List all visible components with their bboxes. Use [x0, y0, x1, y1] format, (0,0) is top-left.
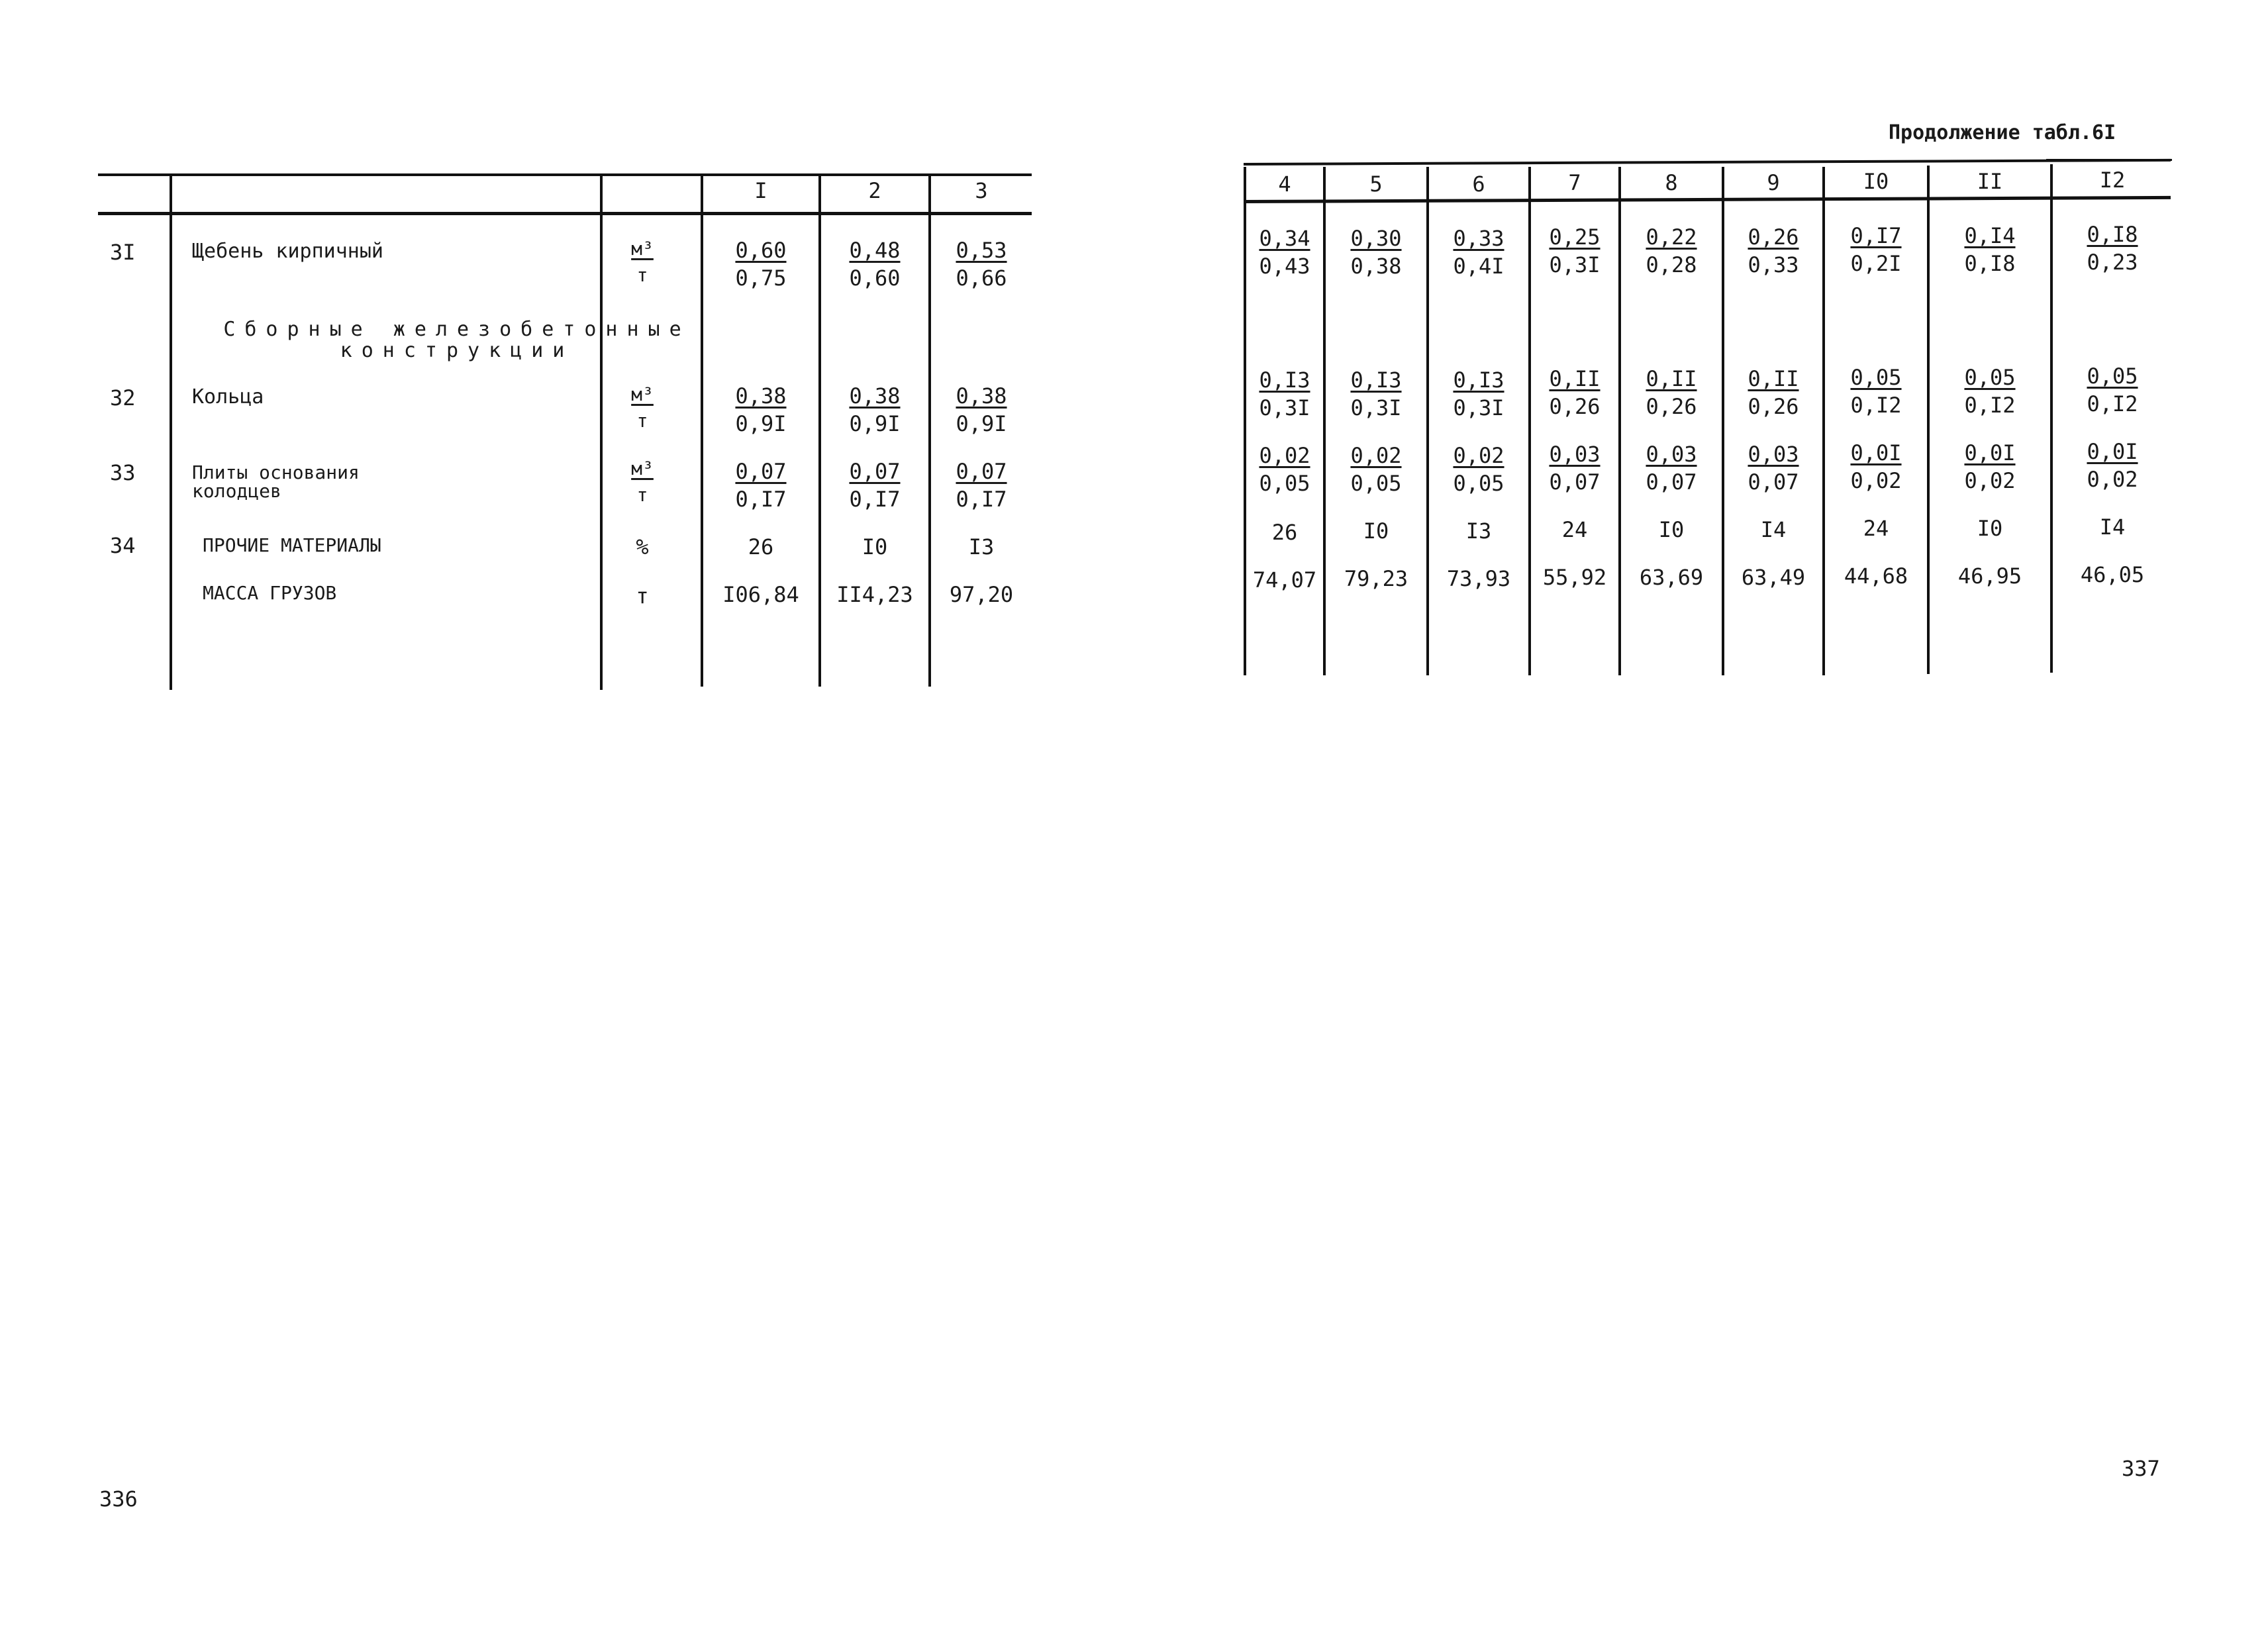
value-fraction: $\frac{0,I3}{0,3I}$ — [1350, 367, 1402, 420]
value-fraction: $\frac{0,38}{0,9I}$ — [735, 383, 787, 436]
value-fraction: $\frac{0,38}{0,9I}$ — [956, 383, 1007, 436]
value-cell: 55,92 — [1542, 565, 1607, 590]
value-fraction: $\frac{0,07}{0,I7}$ — [956, 459, 1007, 512]
right-header-8: 8 — [1665, 170, 1678, 195]
value-fraction: $\frac{0,34}{0,43}$ — [1259, 226, 1310, 279]
row-name: ПРОЧИЕ МАТЕРИАЛЫ — [203, 534, 381, 556]
right-header-11: II — [1977, 169, 2003, 194]
right-header-6: 6 — [1472, 171, 1485, 197]
row-number: 3I — [110, 240, 136, 265]
left-col-divider — [600, 173, 603, 690]
row-number: 33 — [110, 460, 136, 485]
value-cell: 46,05 — [2080, 562, 2145, 587]
value-cell: 46,95 — [1957, 563, 2022, 589]
value-fraction: $\frac{0,03}{0,07}$ — [1549, 442, 1601, 495]
value-fraction: $\frac{0,0I}{0,02}$ — [1850, 440, 1902, 493]
right-table-extra-rule — [2046, 159, 2172, 161]
value-fraction: $\frac{0,I7}{0,2I}$ — [1850, 223, 1902, 276]
value-cell: I0 — [1658, 517, 1685, 542]
page-number-right: 337 — [2122, 1456, 2160, 1481]
value-fraction: $\frac{0,33}{0,4I}$ — [1453, 226, 1504, 279]
value-cell: 63,69 — [1639, 565, 1704, 590]
value-cell: I3 — [1465, 518, 1492, 544]
value-fraction: $\frac{0,25}{0,3I}$ — [1549, 224, 1601, 277]
value-cell: 44,68 — [1844, 563, 1908, 589]
right-header-9: 9 — [1767, 170, 1780, 195]
left-table-top-rule — [98, 173, 1032, 176]
row-unit: м³ т — [631, 383, 654, 432]
value-cell: 74,07 — [1252, 567, 1317, 593]
value-fraction: $\frac{0,0I}{0,02}$ — [1964, 440, 2016, 493]
right-table-header-rule — [1244, 196, 2171, 203]
right-header-7: 7 — [1568, 170, 1581, 195]
right-table-top-rule — [1244, 159, 2171, 166]
value-fraction: $\frac{0,03}{0,07}$ — [1646, 442, 1697, 495]
row-name: Щебень кирпичный — [192, 240, 383, 263]
table-caption: Продолжение табл.6I — [1889, 121, 2116, 144]
page-number-left: 336 — [99, 1486, 138, 1512]
value-fraction: $\frac{0,I3}{0,3I}$ — [1259, 367, 1310, 420]
value-cell: I4 — [2099, 514, 2126, 540]
value-fraction: $\frac{0,0I}{0,02}$ — [2087, 439, 2138, 492]
left-header-3: 3 — [975, 178, 988, 203]
row-unit: % — [636, 534, 649, 559]
value-fraction: $\frac{0,02}{0,05}$ — [1453, 443, 1504, 496]
value-fraction: $\frac{0,I8}{0,23}$ — [2087, 222, 2138, 275]
value-cell: I0 — [862, 534, 888, 559]
value-fraction: $\frac{0,26}{0,33}$ — [1748, 224, 1799, 277]
value-fraction: $\frac{0,48}{0,60}$ — [849, 238, 901, 291]
value-cell: I06,84 — [722, 582, 799, 607]
right-header-10: I0 — [1863, 169, 1889, 194]
value-fraction: $\frac{0,05}{0,I2}$ — [2087, 363, 2138, 416]
row-name: Плиты основания — [192, 461, 360, 483]
value-cell: 97,20 — [949, 582, 1014, 607]
value-fraction: $\frac{0,02}{0,05}$ — [1259, 443, 1310, 496]
row-name: Кольца — [192, 385, 264, 409]
row-number: 34 — [110, 533, 136, 558]
value-fraction: $\frac{0,I4}{0,I8}$ — [1964, 223, 2016, 276]
right-header-12: I2 — [2099, 168, 2126, 193]
value-cell: 63,49 — [1741, 565, 1806, 590]
right-header-4: 4 — [1278, 171, 1291, 197]
value-cell: I0 — [1363, 518, 1389, 544]
value-cell: I4 — [1760, 517, 1787, 542]
value-fraction: $\frac{0,30}{0,38}$ — [1350, 226, 1402, 279]
row-unit: м³ т — [631, 238, 654, 286]
left-table-header-rule — [98, 212, 1032, 215]
row-number: 32 — [110, 385, 136, 410]
value-fraction: $\frac{0,07}{0,I7}$ — [849, 459, 901, 512]
value-fraction: $\frac{0,05}{0,I2}$ — [1964, 365, 2016, 418]
value-fraction: $\frac{0,I3}{0,3I}$ — [1453, 367, 1504, 420]
value-fraction: $\frac{0,II}{0,26}$ — [1549, 366, 1601, 419]
value-fraction: $\frac{0,22}{0,28}$ — [1646, 224, 1697, 277]
value-fraction: $\frac{0,07}{0,I7}$ — [735, 459, 787, 512]
row-unit: м³ т — [631, 458, 654, 506]
right-header-5: 5 — [1369, 171, 1383, 197]
left-header-1: I — [754, 178, 767, 203]
value-cell: 73,93 — [1446, 566, 1511, 591]
row-name: колодцев — [192, 480, 281, 502]
value-fraction: $\frac{0,60}{0,75}$ — [735, 238, 787, 291]
value-cell: I0 — [1977, 516, 2003, 541]
value-fraction: $\frac{0,38}{0,9I}$ — [849, 383, 901, 436]
row-name: МАССА ГРУЗОВ — [203, 582, 337, 604]
left-col-divider — [170, 173, 172, 690]
left-header-2: 2 — [868, 178, 881, 203]
value-cell: II4,23 — [836, 582, 913, 607]
value-cell: 79,23 — [1344, 566, 1408, 591]
row-unit: т — [636, 583, 649, 608]
value-cell: I3 — [968, 534, 995, 559]
value-cell: 26 — [1271, 520, 1298, 545]
section-title: Сборные железобетонные конструкции — [223, 318, 691, 362]
value-fraction: $\frac{0,02}{0,05}$ — [1350, 443, 1402, 496]
value-fraction: $\frac{0,II}{0,26}$ — [1646, 366, 1697, 419]
value-cell: 24 — [1863, 516, 1889, 541]
value-fraction: $\frac{0,II}{0,26}$ — [1748, 366, 1799, 419]
value-cell: 26 — [748, 534, 774, 559]
value-fraction: $\frac{0,03}{0,07}$ — [1748, 442, 1799, 495]
value-fraction: $\frac{0,05}{0,I2}$ — [1850, 365, 1902, 418]
value-fraction: $\frac{0,53}{0,66}$ — [956, 238, 1007, 291]
value-cell: 24 — [1561, 517, 1588, 542]
